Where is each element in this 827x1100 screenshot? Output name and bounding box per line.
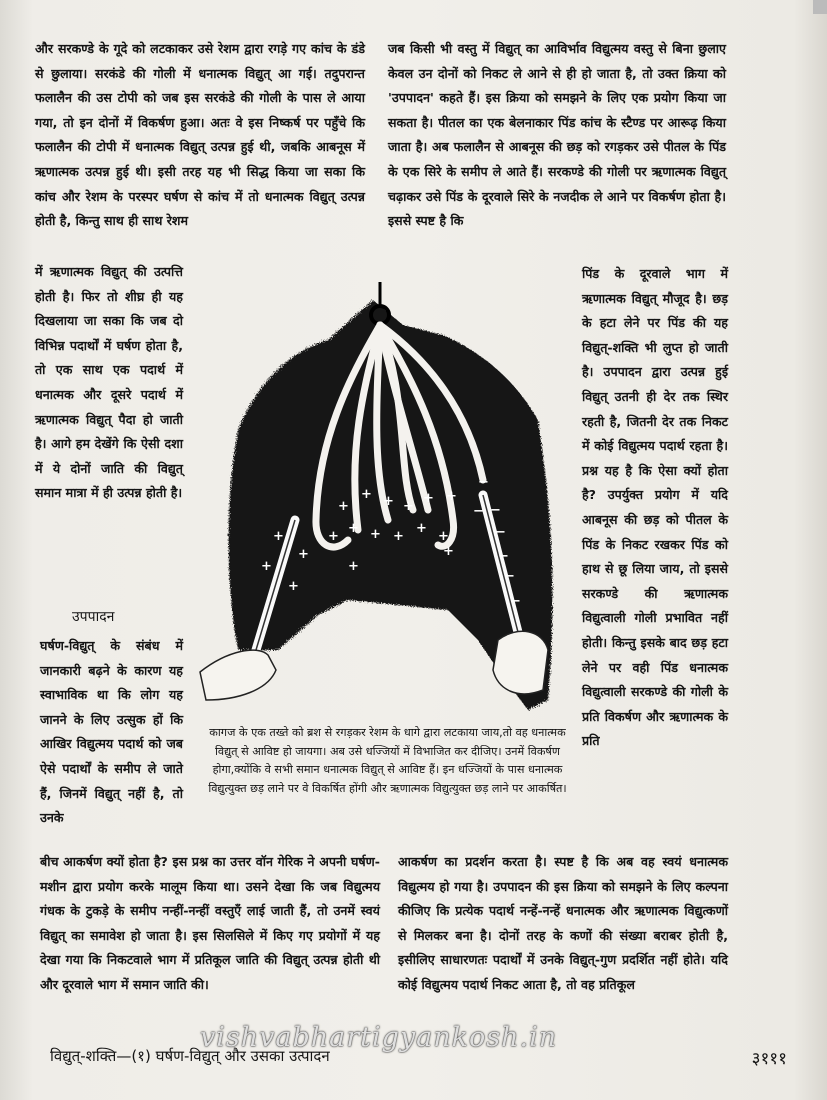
plus-charge-sign: + bbox=[288, 579, 299, 594]
plus-charge-sign: + bbox=[348, 559, 359, 574]
minus-charge-sign: − bbox=[473, 504, 484, 519]
paragraph-top-right: जब किसी भी वस्तु में विद्युत् का आविर्भाव विद्युत्मय वस्तु से बिना छुलाए केवल उन दोनों को निकट ले आने से ही हो जाता है, तो उक्त क्रिया को 'उपपादन' कहते हैं। इस क्रिया को समझने के लिए एक प्रयोग किया जा सकता है। पीतल का एक बेलनाकार पिंड कांच के स्टैण्ड पर आरूढ़ किया जाता है। अब फलालैन से आबनूस की छड़ को रगड़कर उसे पीतल के पिंड के एक सिरे के समीप ले आते हैं। सरकण्डे की गोली पर ऋणात्मक विद्युत् चढ़ाकर उसे पिंड के दूरवाले सिरे के नजदीक ले आने पर विकर्षण होता है। इससे स्पष्ट है कि bbox=[388, 41, 726, 229]
plus-charge-sign: + bbox=[348, 521, 359, 536]
plus-charge-sign: + bbox=[273, 529, 284, 544]
page-corner bbox=[813, 0, 827, 14]
plus-charge-sign: + bbox=[423, 491, 434, 506]
plus-charge-sign: + bbox=[438, 529, 449, 544]
plus-charge-sign: + bbox=[338, 499, 349, 514]
paragraph-bottom-right: आकर्षण का प्रदर्शन करता है। स्पष्ट है कि अब वह स्वयं धनात्मक विद्युत्मय हो गया है। उपपादन की इस क्रिया को समझने के लिए कल्पना कीजिए कि प्रत्येक पदार्थ नन्हें-नन्हें धनात्मक और ऋणात्मक विद्युत्कणों से मिलकर बना है। दोनों तरह के कणों की संख्या बराबर होती है, इसीलिए साधारणतः पदार्थों में उनके विद्युत्-गुण प्रदर्शित नहीं होते। यदि कोई विद्युत्मय पदार्थ निकट आता है, तो वह प्रतिकूल bbox=[398, 854, 728, 992]
minus-charge-sign: − bbox=[498, 549, 509, 564]
paragraph-top-left: और सरकण्डे के गूदे को लटकाकर उसे रेशम द्वारा रगड़े गए कांच के डंडे से छुलाया। सरकंडे की गोली में धनात्मक विद्युत् आ गई। तदुपरान्त फलालैन की उस टोपी को जब इस सरकंडे की गोली के पास ले आया गया, तो इन दोनों में विकर्षण हुआ। अतः वे इस निष्कर्ष पर पहुँचे कि फलालैन की टोपी में धनात्मक विद्युत् उत्पन्न हुई थी, जबकि आबनूस में ऋणात्मक उत्पन्न हुई थी। इसी तरह यह भी सिद्ध किया जा सका कि कांच और रेशम के परस्पर घर्षण से कांच में तो धनात्मक विद्युत् उत्पन्न होती है, किन्तु साथ ही साथ रेशम bbox=[35, 41, 365, 229]
page-footer bbox=[50, 1046, 787, 1076]
plus-charge-sign: + bbox=[446, 489, 457, 504]
plus-charge-sign: + bbox=[328, 529, 339, 544]
paper-strips-figure bbox=[198, 270, 570, 720]
plus-charge-sign: + bbox=[370, 527, 381, 542]
minus-charge-sign: − bbox=[495, 525, 506, 540]
paragraph-mid-left: में ऋणात्मक विद्युत् की उत्पत्ति होती है। फिर तो शीघ्र ही यह दिखलाया जा सका कि जब दो विभिन्न पदार्थों में घर्षण होता है, तो एक साथ एक पदार्थ में धनात्मक और दूसरे पदार्थ में ऋणात्मक विद्युत् पैदा हो जाती है। आगे हम देखेंगे कि ऐसी दशा में ये दोनों जाति की विद्युत् समान मात्रा में ही उत्पन्न होती है। bbox=[35, 264, 183, 501]
minus-charge-sign: − bbox=[490, 503, 501, 518]
plus-charge-sign: + bbox=[361, 487, 372, 502]
plus-charge-sign: + bbox=[443, 544, 454, 559]
plus-charge-sign: + bbox=[403, 499, 414, 514]
left-hand bbox=[200, 650, 276, 700]
minus-charge-sign: − bbox=[478, 475, 489, 490]
figure-caption: कागज के एक तख्ते को ब्रश से रगड़कर रेशम के धागे द्वारा लटकाया जाय,तो वह धनात्मक विद्युत् से आविष्ट हो जायगा। अब उसे धज्जियों में विभाजित कर दीजिए। उनमें विकर्षण होगा,क्योंकि वे सभी समान धनात्मक विद्युत् से आविष्ट हैं। इन धज्जियों के पास धनात्मक विद्युत्युक्त छड़ लाने पर वे विकर्षित होंगी और ऋणात्मक विद्युत्युक्त छड़ लाने पर आकर्षित। bbox=[208, 726, 567, 795]
minus-charge-sign: − bbox=[504, 569, 515, 584]
plus-charge-sign: + bbox=[298, 547, 309, 562]
plus-charge-sign: + bbox=[261, 559, 272, 574]
paragraph-mid-right: पिंड के दूरवाले भाग में ऋणात्मक विद्युत् मौजूद है। छड़ के हटा लेने पर पिंड की यह विद्युत्-शक्ति भी लुप्त हो जाती है। उपपादन द्वारा उत्पन्न हुई विद्युत् उतनी ही देर तक स्थिर रहती है, जितनी देर तक निकट में कोई विद्युत्मय पदार्थ रहता है। प्रश्न यह है कि ऐसा क्यों होता है? उपर्युक्त प्रयोग में यदि आबनूस की छड़ को पीतल के पिंड के निकट रखकर पिंड को हाथ से छू लिया जाय, तो इससे सरकण्डे की ऋणात्मक विद्युत्वाली गोली प्रभावित नहीं होती। किन्तु इसके बाद छड़ हटा लेने पर वही पिंड धनात्मक विद्युत्वाली सरकण्डे की गोली के प्रति विकर्षण और ऋणात्मक के प्रति bbox=[582, 266, 728, 749]
plus-charge-sign: + bbox=[416, 521, 427, 536]
page-number: ३१११ bbox=[751, 1049, 787, 1069]
minus-charge-sign: − bbox=[510, 594, 521, 609]
right-hand bbox=[493, 631, 548, 694]
running-footer-title: विद्युत्-शक्ति—(१) घर्षण-विद्युत् और उसका उत्पादन bbox=[50, 1047, 330, 1065]
watermark: vishvabhartigyankosh.in bbox=[200, 1022, 558, 1053]
plus-charge-sign: + bbox=[383, 494, 394, 509]
section-heading-uppadan: उपपादन bbox=[72, 609, 115, 625]
paragraph-bottom-left: बीच आकर्षण क्यों होता है? इस प्रश्न का उत्तर वॉन गेरिक ने अपनी घर्षण-मशीन द्वारा प्रयोग करके मालूम किया था। उसने देखा कि जब विद्युत्मय गंधक के टुकड़े के समीप नन्हीं-नन्हीं वस्तुएँ लाई जाती हैं, तो उनमें स्वयं विद्युत् का समावेश हो जाता है। इस सिलसिले में किए गए प्रयोगों में यह देखा गया कि निकटवाले भाग में प्रतिकूल जाति की विद्युत् उत्पन्न होती थी और दूरवाले भाग में समान जाति की। bbox=[40, 854, 380, 992]
plus-charge-sign: + bbox=[393, 529, 404, 544]
paragraph-lower-left: घर्षण-विद्युत् के संबंध में जानकारी बढ़ने के कारण यह स्वाभाविक था कि लोग यह जानने के लिए उत्सुक हों कि आखिर विद्युत्मय पदार्थ को जब ऐसे पदार्थों के समीप ले जाते हैं, जिनमें विद्युत् नहीं है, तो उनके bbox=[40, 638, 183, 826]
